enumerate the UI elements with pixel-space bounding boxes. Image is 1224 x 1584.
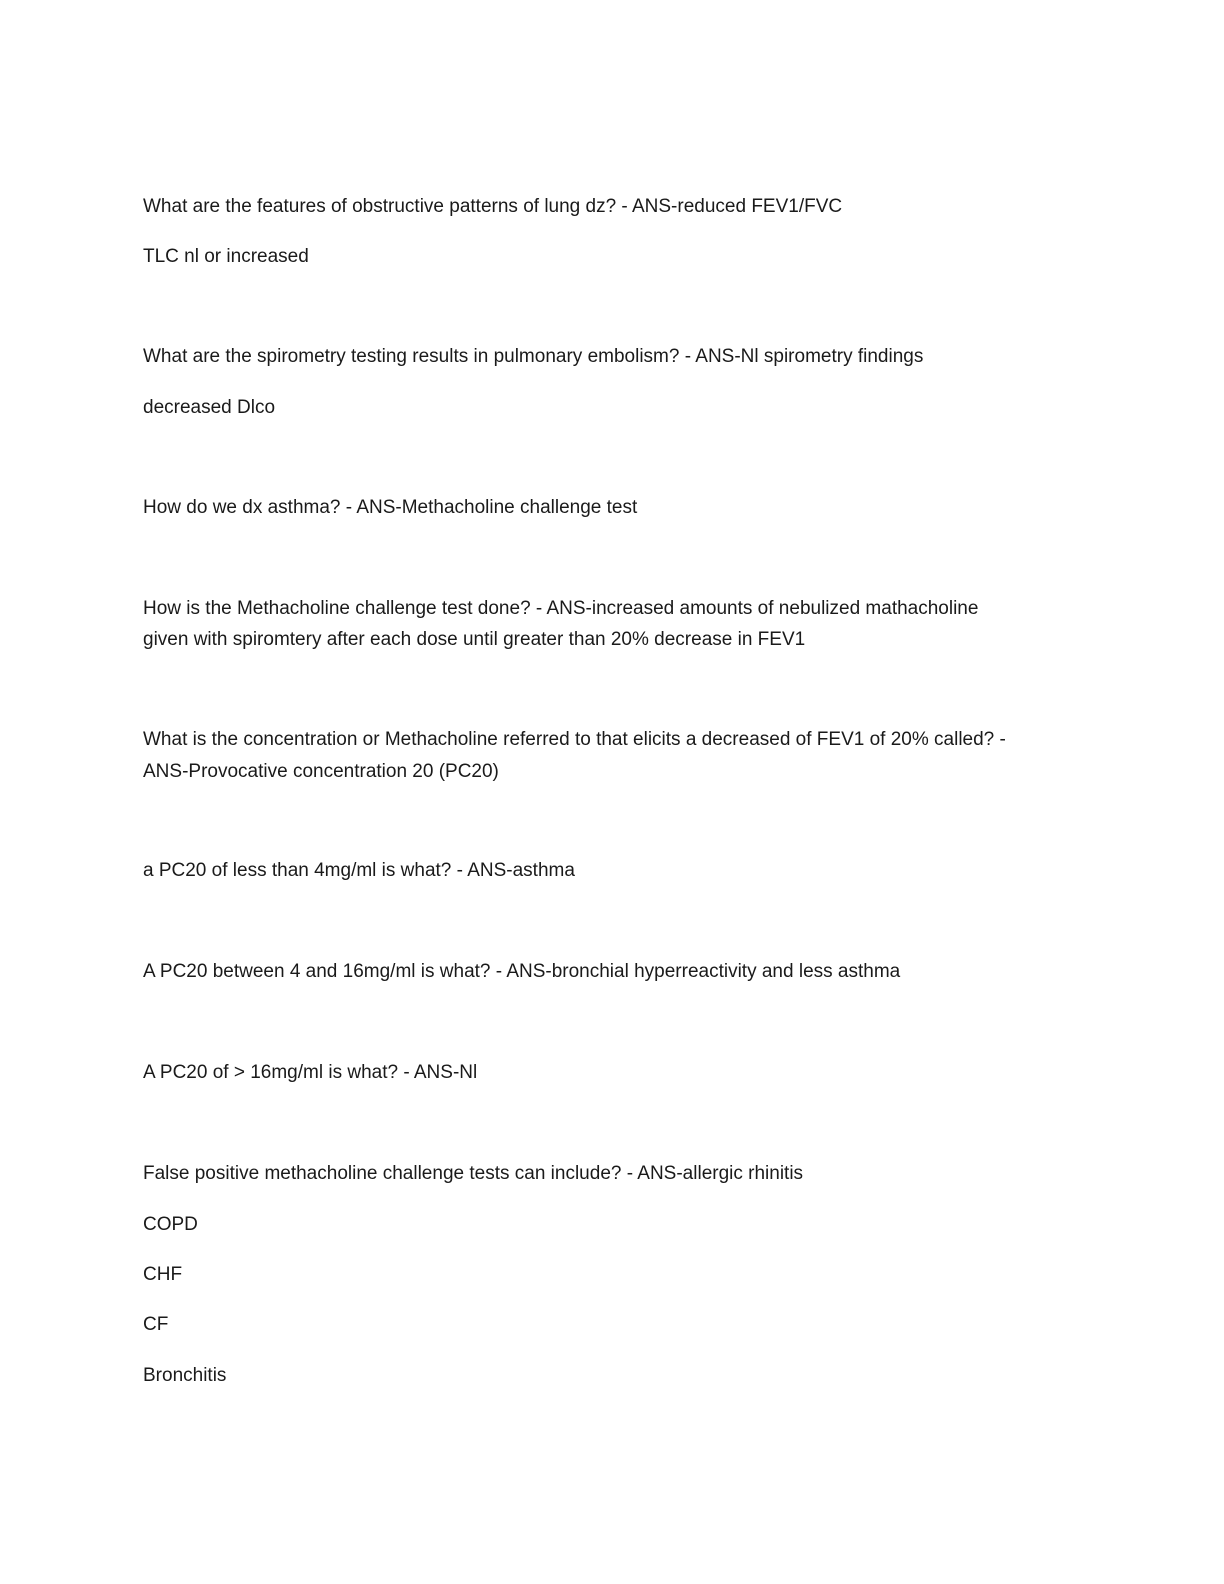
qa-9-answer-chf: CHF — [143, 1264, 183, 1285]
qa-6-line: a PC20 of less than 4mg/ml is what? - ANS-asthma — [143, 860, 575, 881]
qa-2-question-line: What are the spirometry testing results in pulmonary embolism? - ANS-Nl spirometry findings — [143, 346, 924, 367]
qa-3-line: How do we dx asthma? - ANS-Methacholine challenge test — [143, 497, 638, 518]
qa-8-line: A PC20 of > 16mg/ml is what? - ANS-Nl — [143, 1062, 478, 1083]
qa-5-line-1: What is the concentration or Methacholine referred to that elicits a decreased of FEV1 of 20% called? - — [143, 729, 1006, 750]
qa-9-answer-cf: CF — [143, 1314, 169, 1335]
qa-5-line-2: ANS-Provocative concentration 20 (PC20) — [143, 761, 499, 782]
qa-7-line: A PC20 between 4 and 16mg/ml is what? - ANS-bronchial hyperreactivity and less asthma — [143, 961, 901, 982]
qa-4-line-2: given with spiromtery after each dose until greater than 20% decrease in FEV1 — [143, 629, 806, 650]
qa-9-question-line: False positive methacholine challenge tests can include? - ANS-allergic rhinitis — [143, 1163, 804, 1184]
qa-9-answer-copd: COPD — [143, 1214, 198, 1235]
qa-1-answer-line: TLC nl or increased — [143, 246, 309, 267]
qa-4-line-1: How is the Methacholine challenge test done? - ANS-increased amounts of nebulized mathacholine — [143, 598, 979, 619]
qa-1-question-line: What are the features of obstructive patterns of lung dz? - ANS-reduced FEV1/FVC — [143, 196, 843, 217]
qa-2-answer-line: decreased Dlco — [143, 397, 276, 418]
qa-9-answer-bronchitis: Bronchitis — [143, 1365, 227, 1386]
